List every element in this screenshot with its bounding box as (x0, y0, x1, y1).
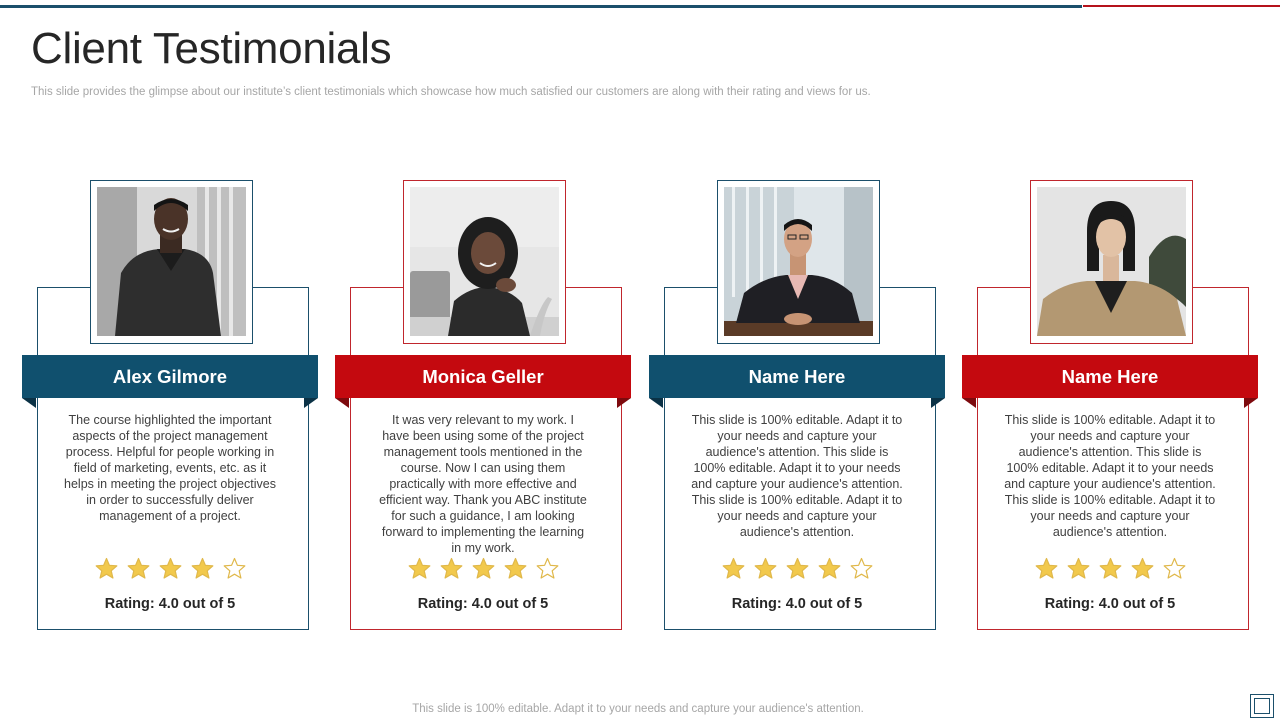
portrait-woman-laptop-image (410, 187, 559, 336)
client-name-banner: Alex Gilmore (22, 355, 318, 398)
rating-label: Rating: 4.0 out of 5 (417, 596, 549, 612)
photo-frame (717, 180, 880, 344)
star-empty-icon (535, 557, 560, 579)
client-name-banner: Name Here (649, 355, 945, 398)
client-photo (97, 187, 246, 336)
client-name-banner: Monica Geller (335, 355, 631, 398)
star-filled-icon (407, 557, 432, 579)
star-rating (649, 557, 945, 579)
star-rating (962, 557, 1258, 579)
banner-fold-left (649, 398, 663, 408)
star-filled-icon (785, 557, 810, 579)
star-filled-icon (190, 557, 215, 579)
testimonial-text: This slide is 100% editable. Adapt it to your needs and capture your audience's attention. This slide is 100% editable. Adapt it to your needs and capture your audience's attention. This slide is 100% editable. Adapt it to your needs and capture your audience's attention. (691, 413, 903, 539)
page-subtitle: This slide provides the glimpse about our institute’s client testimonials which showcase how much satisfied our customers are along with their rating and views for us. (31, 86, 871, 98)
client-name-banner: Name Here (962, 355, 1258, 398)
banner-fold-left (22, 398, 36, 408)
client-photo (410, 187, 559, 336)
footer-note: This slide is 100% editable. Adapt it to your needs and capture your audience's attention. (412, 703, 864, 715)
star-filled-icon (1130, 557, 1155, 579)
photo-frame (90, 180, 253, 344)
star-filled-icon (753, 557, 778, 579)
portrait-man-suit-image (724, 187, 873, 336)
star-rating (335, 557, 631, 579)
top-accent-line-red (1083, 5, 1280, 7)
portrait-woman-blazer-image (1037, 187, 1186, 336)
star-filled-icon (721, 557, 746, 579)
banner-fold-left (962, 398, 976, 408)
portrait-man-sweater-image (97, 187, 246, 336)
star-filled-icon (1066, 557, 1091, 579)
testimonial-card-2 (335, 180, 648, 632)
client-photo (1037, 187, 1186, 336)
star-filled-icon (439, 557, 464, 579)
star-filled-icon (503, 557, 528, 579)
testimonial-card-3 (649, 180, 962, 632)
banner-fold-right (304, 398, 318, 408)
banner-fold-right (617, 398, 631, 408)
photo-frame (403, 180, 566, 344)
photo-frame (1030, 180, 1193, 344)
star-filled-icon (126, 557, 151, 579)
star-filled-icon (94, 557, 119, 579)
client-photo (724, 187, 873, 336)
rating-label: Rating: 4.0 out of 5 (1044, 596, 1176, 612)
testimonial-card-1 (22, 180, 335, 632)
star-empty-icon (222, 557, 247, 579)
slide-corner-icon (1250, 694, 1274, 718)
rating-label: Rating: 4.0 out of 5 (731, 596, 863, 612)
star-filled-icon (817, 557, 842, 579)
rating-label: Rating: 4.0 out of 5 (104, 596, 236, 612)
testimonial-card-4 (962, 180, 1275, 632)
banner-fold-right (1244, 398, 1258, 408)
testimonial-text: This slide is 100% editable. Adapt it to your needs and capture your audience's attention. This slide is 100% editable. Adapt it to your needs and capture your audience's attention. This slide is 100% editable. Adapt it to your needs and capture your audience's attention. (1004, 413, 1216, 539)
star-filled-icon (1034, 557, 1059, 579)
star-filled-icon (158, 557, 183, 579)
banner-fold-right (931, 398, 945, 408)
top-accent-line-blue (0, 5, 1082, 8)
star-empty-icon (849, 557, 874, 579)
banner-fold-left (335, 398, 349, 408)
testimonial-text: It was very relevant to my work. I have been using some of the project management tools mentioned in the course. Now I can using them practically with more effective and efficient way. Thank you ABC institute for such a guidance, I am looking forward to implementing the learning in my work. (379, 413, 587, 555)
star-filled-icon (471, 557, 496, 579)
testimonial-text: The course highlighted the important aspects of the project management process. Helpful for people working in field of marketing, events, etc. as it helps in meeting the project objectives in order to successfully deliver management of a project. (64, 413, 276, 523)
star-empty-icon (1162, 557, 1187, 579)
star-filled-icon (1098, 557, 1123, 579)
star-rating (22, 557, 318, 579)
page-title: Client Testimonials (31, 24, 392, 73)
